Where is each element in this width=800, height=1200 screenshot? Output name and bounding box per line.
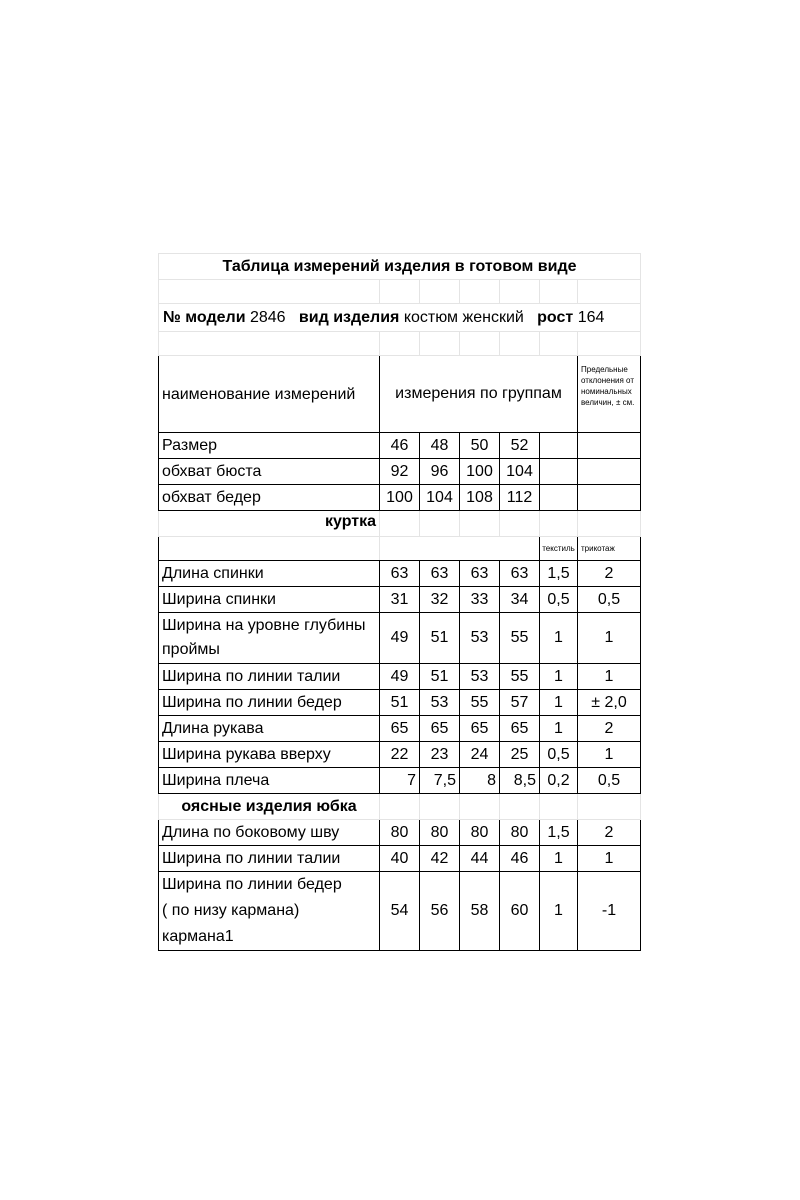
tol-label-knit: трикотаж <box>578 537 641 561</box>
cell: 65 <box>380 716 420 742</box>
cell: 24 <box>460 742 500 768</box>
cell: 2 <box>578 561 641 587</box>
row-name: Ширина по линии бедер <box>159 690 380 716</box>
cell: 108 <box>460 485 500 511</box>
table-row <box>159 820 641 846</box>
row-name: Ширина рукава вверху <box>159 742 380 768</box>
cell: 46 <box>500 846 540 872</box>
cell: 51 <box>380 690 420 716</box>
cell: 1,5 <box>540 820 578 846</box>
measurement-table <box>158 253 641 951</box>
cell: 1,5 <box>540 561 578 587</box>
cell: 2 <box>578 820 641 846</box>
row-name: Длина по боковому шву <box>159 820 380 846</box>
cell: 25 <box>500 742 540 768</box>
cell: 55 <box>500 664 540 690</box>
table-row <box>159 846 641 872</box>
table-row <box>159 716 641 742</box>
cell: 80 <box>500 820 540 846</box>
header-name: наименование измерений <box>159 356 380 433</box>
cell: 58 <box>460 872 500 951</box>
model-line <box>159 304 641 332</box>
row-name: Ширина на уровне глубины проймы <box>159 613 380 664</box>
row-name: Ширина спинки <box>159 587 380 613</box>
cell: 51 <box>420 613 460 664</box>
cell: 54 <box>380 872 420 951</box>
table-row <box>159 768 641 794</box>
cell: 1 <box>540 690 578 716</box>
cell: 8,5 <box>500 768 540 794</box>
cell: 7 <box>380 768 420 794</box>
cell: 49 <box>380 613 420 664</box>
row-name: обхват бедер <box>159 485 380 511</box>
table-row <box>159 742 641 768</box>
row-name: Ширина по линии талии <box>159 846 380 872</box>
skirt-section-title: оясные изделия юбка <box>159 794 380 820</box>
cell: 60 <box>500 872 540 951</box>
table-row <box>159 613 641 664</box>
cell: 23 <box>420 742 460 768</box>
cell: 0,5 <box>578 768 641 794</box>
cell: 63 <box>460 561 500 587</box>
cell: 1 <box>578 613 641 664</box>
cell: 112 <box>500 485 540 511</box>
cell: 42 <box>420 846 460 872</box>
row-name <box>159 872 380 951</box>
cell: 32 <box>420 587 460 613</box>
table-row <box>159 433 641 459</box>
table-title: Таблица измерений изделия в готовом виде <box>159 254 641 280</box>
cell: 40 <box>380 846 420 872</box>
cell: 100 <box>380 485 420 511</box>
cell: 104 <box>420 485 460 511</box>
kind-value: костюм женский <box>403 308 524 326</box>
cell: 34 <box>500 587 540 613</box>
cell: 100 <box>460 459 500 485</box>
height-label: рост <box>537 308 574 326</box>
cell: 65 <box>500 716 540 742</box>
cell: 1 <box>540 664 578 690</box>
cell: 1 <box>540 716 578 742</box>
cell: 56 <box>420 872 460 951</box>
jacket-section-title: куртка <box>159 511 380 537</box>
row-name: Ширина плеча <box>159 768 380 794</box>
cell: 1 <box>578 846 641 872</box>
cell: 80 <box>460 820 500 846</box>
header-tolerance: Предельные отклонения от номинальных величин, ± см. <box>578 356 641 433</box>
cell: 53 <box>460 613 500 664</box>
cell: 7,5 <box>420 768 460 794</box>
cell: 44 <box>460 846 500 872</box>
cell: -1 <box>578 872 641 951</box>
cell: 53 <box>460 664 500 690</box>
model-value: 2846 <box>249 308 286 326</box>
kind-label: вид изделия <box>298 308 400 326</box>
cell: 2 <box>578 716 641 742</box>
cell: 52 <box>500 433 540 459</box>
cell: 48 <box>420 433 460 459</box>
cell: 63 <box>500 561 540 587</box>
cell: 80 <box>420 820 460 846</box>
cell: 63 <box>380 561 420 587</box>
row-name: Длина рукава <box>159 716 380 742</box>
cell: 1 <box>540 872 578 951</box>
cell: 0,5 <box>578 587 641 613</box>
cell: 0,5 <box>540 587 578 613</box>
row-name: Размер <box>159 433 380 459</box>
cell: 49 <box>380 664 420 690</box>
cell: 0,2 <box>540 768 578 794</box>
table-row <box>159 459 641 485</box>
tol-label-textile: текстиль <box>540 537 578 561</box>
cell: 46 <box>380 433 420 459</box>
row-name: Ширина по линии талии <box>159 664 380 690</box>
cell: 31 <box>380 587 420 613</box>
cell: 0,5 <box>540 742 578 768</box>
cell: 96 <box>420 459 460 485</box>
cell: 1 <box>578 664 641 690</box>
cell: 55 <box>460 690 500 716</box>
cell: 22 <box>380 742 420 768</box>
measurement-sheet <box>158 253 640 951</box>
row-name-line: Ширина по линии бедер <box>162 876 342 893</box>
table-row <box>159 872 641 951</box>
row-name-line: кармана1 <box>162 928 234 945</box>
cell: 65 <box>420 716 460 742</box>
cell: 63 <box>420 561 460 587</box>
cell: 1 <box>540 846 578 872</box>
cell: 53 <box>420 690 460 716</box>
cell: 57 <box>500 690 540 716</box>
row-name: обхват бюста <box>159 459 380 485</box>
height-value: 164 <box>577 308 605 326</box>
cell: ± 2,0 <box>578 690 641 716</box>
header-groups: измерения по группам <box>380 356 578 433</box>
table-row <box>159 690 641 716</box>
cell: 8 <box>460 768 500 794</box>
cell: 1 <box>578 742 641 768</box>
cell: 65 <box>460 716 500 742</box>
cell: 92 <box>380 459 420 485</box>
cell: 50 <box>460 433 500 459</box>
cell: 1 <box>540 613 578 664</box>
cell: 104 <box>500 459 540 485</box>
table-row <box>159 664 641 690</box>
table-row <box>159 561 641 587</box>
cell: 33 <box>460 587 500 613</box>
table-row <box>159 587 641 613</box>
row-name: Длина спинки <box>159 561 380 587</box>
table-row <box>159 485 641 511</box>
cell: 51 <box>420 664 460 690</box>
row-name-line: ( по низу кармана) <box>162 902 300 919</box>
cell: 55 <box>500 613 540 664</box>
model-label: № модели <box>163 308 246 326</box>
cell: 80 <box>380 820 420 846</box>
